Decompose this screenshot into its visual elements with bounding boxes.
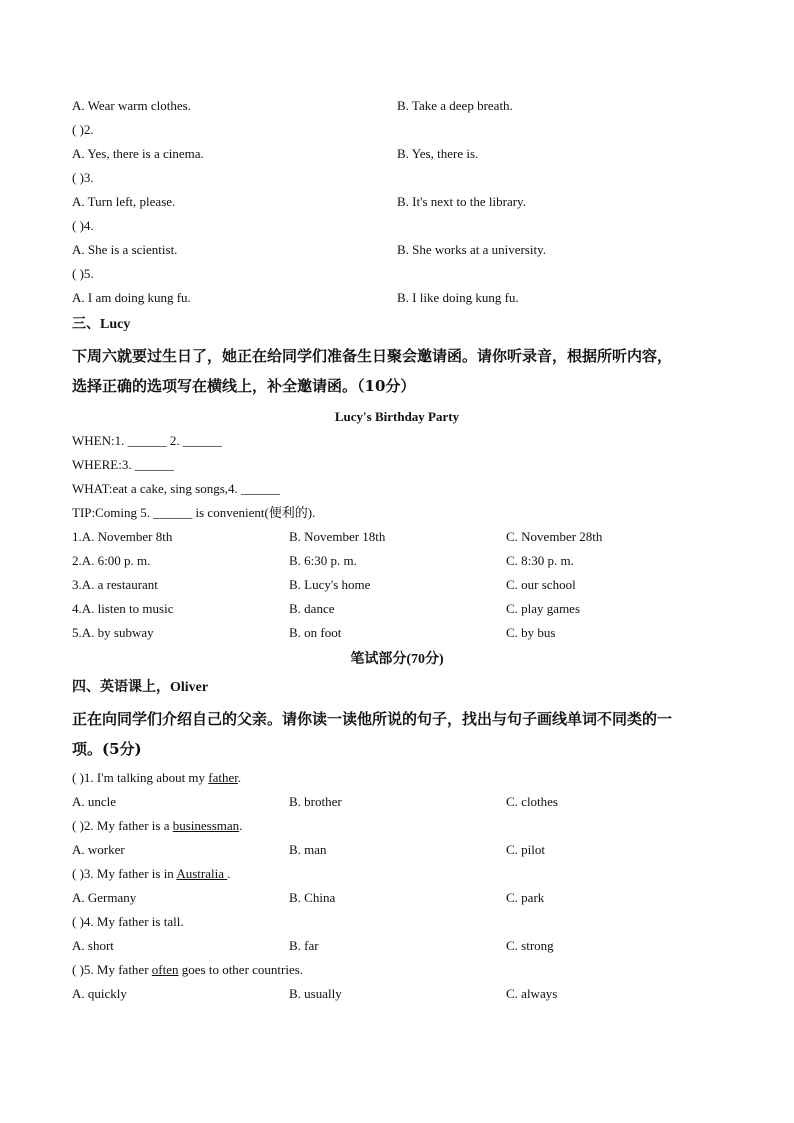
option-b: B. usually [289, 986, 342, 1001]
underlined-word: father [208, 770, 238, 785]
written-part-title: 笔试部分(70分) [350, 652, 444, 667]
stem-text: goes to other countries. [178, 962, 304, 977]
question-stem [72, 910, 732, 934]
option-b: B. far [289, 938, 319, 953]
stem-text: . [237, 770, 242, 785]
invitation-when: WHEN:1. ______ 2. ______ [72, 433, 222, 448]
option-a: A. Yes, there is a cinema. [72, 146, 204, 161]
option-a: A. uncle [72, 794, 117, 809]
exam-page [72, 94, 732, 1006]
question-options [72, 597, 732, 621]
option-b: B. It's next to the library. [397, 194, 526, 209]
question-options [72, 886, 732, 910]
stem-text: . [180, 914, 184, 929]
question-stem [72, 862, 732, 886]
question-options [72, 94, 732, 118]
underlined-word: Australia [176, 866, 228, 881]
question-options [72, 190, 732, 214]
stem-text: ( )2. My father is a [72, 818, 173, 833]
option-a: 3.A. a restaurant [72, 577, 158, 592]
option-b: B. on foot [289, 625, 342, 640]
question-options [72, 573, 732, 597]
stem-text: . [239, 818, 243, 833]
option-a: 5.A. by subway [72, 625, 154, 640]
question-options [72, 621, 732, 645]
question-number: ( )3. [72, 170, 94, 185]
stem-text: ( )4. My father is [72, 914, 164, 929]
option-a: A. Turn left, please. [72, 194, 176, 209]
option-b: B. man [289, 842, 327, 857]
option-c: C. our school [506, 577, 576, 592]
question-options [72, 525, 732, 549]
option-b: B. Yes, there is. [397, 146, 479, 161]
option-a: A. She is a scientist. [72, 242, 178, 257]
option-a: 2.A. 6:00 p. m. [72, 553, 151, 568]
question-options [72, 982, 732, 1006]
option-c: C. play games [506, 601, 581, 616]
question-options [72, 549, 732, 573]
question-stem [72, 766, 732, 790]
question-options [72, 142, 732, 166]
question-number: ( )4. [72, 218, 94, 233]
option-b: B. She works at a university. [397, 242, 546, 257]
invitation-what: WHAT:eat a cake, sing songs,4. ______ [72, 481, 281, 496]
stem-word: tall [163, 914, 181, 929]
option-c: C. November 28th [506, 529, 603, 544]
stem-text: . [227, 866, 231, 881]
option-c: C. strong [506, 938, 554, 953]
stem-text: ( )1. I'm talking about my [72, 770, 209, 785]
option-a: 4.A. listen to music [72, 601, 174, 616]
option-b: B. 6:30 p. m. [289, 553, 357, 568]
option-b: B. brother [289, 794, 342, 809]
section-heading: 四、英语课上，Oliver [72, 680, 209, 695]
option-b: B. Lucy's home [289, 577, 371, 592]
option-a: A. I am doing kung fu. [72, 290, 191, 305]
invitation-where: WHERE:3. ______ [72, 457, 174, 472]
stem-text: ( )3. My father is in [72, 866, 177, 881]
stem-text: ( )5. My father [72, 962, 152, 977]
option-c: C. pilot [506, 842, 546, 857]
question-options [72, 838, 732, 862]
question-options [72, 790, 732, 814]
question-stem [72, 958, 732, 982]
instruction-line: 选择正确的选项写在横线上，补全邀请函。（10分） [72, 377, 416, 395]
option-a: 1.A. November 8th [72, 529, 173, 544]
question-number: ( )2. [72, 122, 94, 137]
option-b: B. November 18th [289, 529, 386, 544]
question-options [72, 934, 732, 958]
option-b: B. dance [289, 601, 335, 616]
underlined-word: often [151, 962, 179, 977]
instruction-line: 下周六就要过生日了，她正在给同学们准备生日聚会邀请函。请你听录音，根据所听内容， [72, 347, 673, 365]
option-a: A. Germany [72, 890, 137, 905]
option-b: B. Take a deep breath. [397, 98, 513, 113]
option-c: C. park [506, 890, 545, 905]
option-c: C. clothes [506, 794, 558, 809]
question-options [72, 286, 732, 310]
instruction-line: 项。(5分) [72, 740, 142, 758]
option-c: C. 8:30 p. m. [506, 553, 574, 568]
invitation-title: Lucy's Birthday Party [334, 409, 460, 424]
option-a: A. worker [72, 842, 125, 857]
invitation-tip: TIP:Coming 5. ______ is convenient(便利的). [72, 505, 316, 520]
option-a: A. Wear warm clothes. [72, 98, 191, 113]
option-a: A. short [72, 938, 114, 953]
question-options [72, 238, 732, 262]
option-c: C. by bus [506, 625, 556, 640]
option-b: B. I like doing kung fu. [397, 290, 519, 305]
question-stem [72, 814, 732, 838]
section-instruction [72, 704, 732, 764]
option-c: C. always [506, 986, 558, 1001]
underlined-word: businessman [172, 818, 240, 833]
instruction-line: 正在向同学们介绍自己的父亲。请你读一读他所说的句子，找出与句子画线单词不同类的一 [72, 710, 673, 728]
section-instruction [72, 341, 732, 401]
section-heading: 三、Lucy [72, 317, 131, 332]
option-a: A. quickly [72, 986, 127, 1001]
question-number: ( )5. [72, 266, 94, 281]
option-b: B. China [289, 890, 336, 905]
